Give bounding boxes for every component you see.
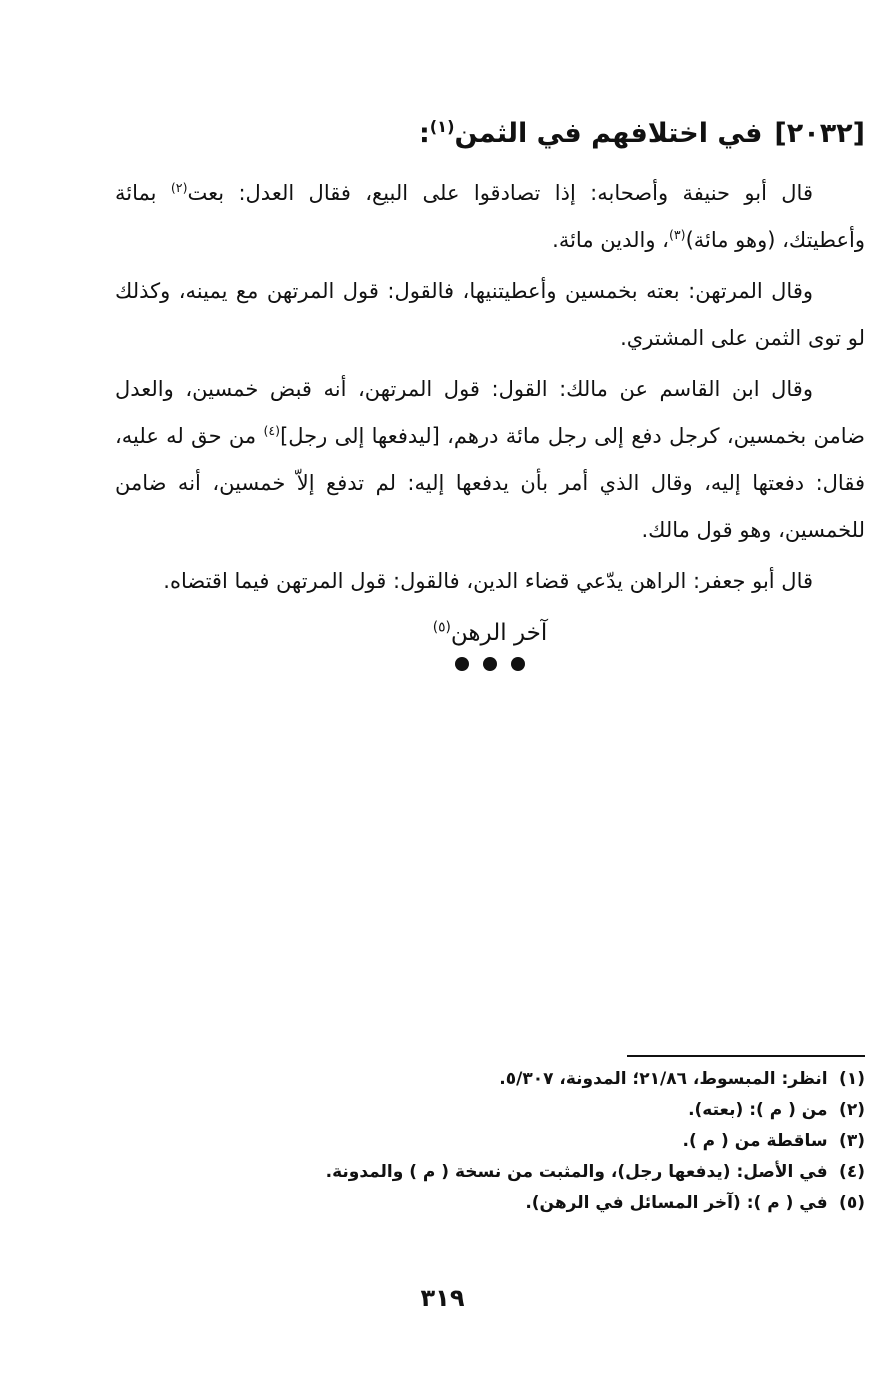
- footnotes: [105, 1064, 865, 1219]
- paragraph-text: وقال ابن القاسم عن مالك: القول: قول المرتهن، أنه قبض خمسين، والعدل ضامن بخمسين، كرجل دفع إلى رجل مائة درهم، [ليدفعها إلى رجل]: [115, 377, 865, 448]
- paragraph: [115, 170, 865, 264]
- paragraph: [115, 268, 865, 362]
- divider-dot: [455, 657, 469, 671]
- chapter-end-text: آخر الرهن: [450, 620, 548, 646]
- paragraph-text: بمائة وأعطيتك، (وهو مائة): [115, 181, 865, 252]
- footnote-number: (٤): [839, 1162, 865, 1182]
- footnote-item: [105, 1095, 865, 1126]
- paragraph-text: قال أبو جعفر: الراهن يدّعي قضاء الدين، فالقول: قول المرتهن فيما اقتضاه.: [163, 569, 813, 593]
- paragraph: [115, 558, 865, 605]
- chapter-end-title: [115, 611, 865, 655]
- paragraph-text: ، والدين مائة.: [552, 228, 669, 252]
- footnote-number: (٣): [839, 1131, 865, 1151]
- footnote-number: (٢): [839, 1100, 865, 1120]
- footnote-item: [105, 1064, 865, 1095]
- footnote-separator: [627, 1055, 865, 1057]
- footnote-text: في ( م ): (آخر المسائل في الرهن).: [525, 1193, 828, 1213]
- footnote-text: ساقطة من ( م ).: [682, 1131, 828, 1151]
- footnote-item: [105, 1126, 865, 1157]
- paragraph-text: وقال المرتهن: بعته بخمسين وأعطيتنيها، فالقول: قول المرتهن مع يمينه، وكذلك لو توى الثمن على المشتري.: [115, 279, 865, 350]
- footnote-ref: (٢): [170, 180, 188, 195]
- page-number: ٣١٩: [420, 1284, 465, 1312]
- footnote-ref: (٣): [668, 227, 686, 242]
- footnote-ref: (١): [429, 117, 455, 136]
- divider-dot: [511, 657, 525, 671]
- footnote-number: (١): [839, 1069, 865, 1089]
- footnote-text: من ( م ): (بعته).: [688, 1100, 828, 1120]
- footnote-text: انظر: المبسوط، ٢١/٨٦؛ المدونة، ٥/٣٠٧.: [499, 1069, 828, 1089]
- section-heading: [65, 112, 865, 156]
- paragraph: [115, 366, 865, 554]
- footnote-text: في الأصل: (يدفعها رجل)، والمثبت من نسخة ( م ) والمدونة.: [325, 1162, 828, 1182]
- section-title: في اختلافهم في الثمن: [454, 118, 763, 149]
- footnote-item: [105, 1188, 865, 1219]
- footnote-number: (٥): [839, 1193, 865, 1213]
- section-number: [٢٠٣٢]: [774, 118, 865, 149]
- paragraph-text: قال أبو حنيفة وأصحابه: إذا تصادقوا على البيع، فقال العدل: بعت: [187, 181, 813, 205]
- divider-dot: [483, 657, 497, 671]
- heading-colon: :: [418, 118, 430, 149]
- footnote-item: [105, 1157, 865, 1188]
- section-divider: [115, 657, 865, 671]
- footnote-ref: (٤): [263, 423, 281, 438]
- paragraph-text: من حق له عليه، فقال: دفعتها إليه، وقال الذي أمر بأن يدفعها إليه: لم تدفع إلاّ خمسين، أنه ضامن للخمسين، وهو قول مالك.: [115, 424, 865, 542]
- body-text: [115, 170, 865, 671]
- footnote-ref: (٥): [432, 619, 451, 636]
